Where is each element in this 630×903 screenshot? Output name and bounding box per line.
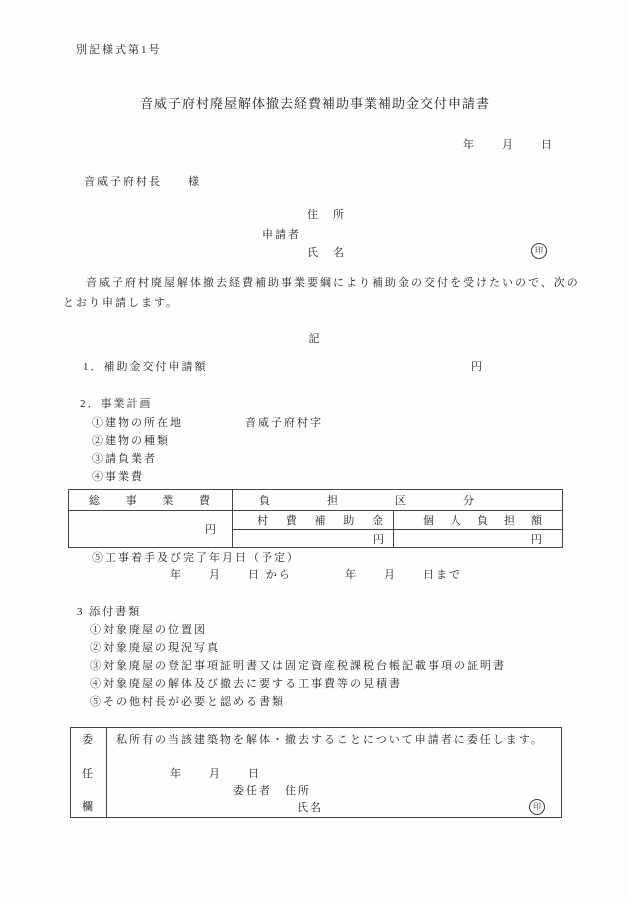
addressee: 音威子府村長 様 — [84, 176, 201, 188]
body-line-2: とおり申請します。 — [63, 297, 180, 309]
building-type-label: ②建物の種類 — [92, 435, 170, 447]
applicant-seal-icon: 印 — [531, 243, 547, 259]
record-mark: 記 — [308, 333, 322, 345]
delegation-date-line: 年 月 日 — [170, 768, 261, 780]
schedule-to: 年 月 日まで — [345, 569, 462, 581]
village-subsidy-unit: 円 — [233, 530, 394, 548]
delegation-column-char: 委 — [82, 734, 95, 746]
building-location-label: ①建物の所在地 — [92, 417, 183, 429]
attachment-item: ②対象廃屋の現況写真 — [90, 642, 220, 654]
delegation-statement: 私所有の当該建築物を解体・撤去することについて申請者に委任します。 — [116, 734, 544, 746]
delegator-seal-icon: 印 — [529, 799, 545, 815]
cost-table — [68, 489, 563, 548]
personal-burden-unit: 円 — [394, 530, 563, 548]
subsidy-amount-unit: 円 — [471, 361, 484, 373]
applicant-address-label: 住 所 — [307, 209, 346, 221]
burden-category-header: 負 担 区 分 — [233, 490, 563, 511]
delegator-name-label: 氏名 — [297, 802, 323, 814]
document-title: 音威子府村廃屋解体撤去経費補助事業補助金交付申請書 — [139, 96, 490, 111]
village-subsidy-header: 村 費 補 助 金 — [233, 511, 394, 530]
applicant-name-label: 氏 名 — [307, 247, 346, 259]
attachments-label: 3 添付書類 — [77, 606, 142, 618]
delegation-column-divider — [106, 728, 107, 817]
delegation-column-char: 任 — [82, 768, 95, 780]
schedule-label: ⑤工事着手及び完了年月日（予定） — [92, 552, 300, 564]
delegation-column-char: 欄 — [82, 801, 95, 813]
body-line-1: 音威子府村廃屋解体撤去経費補助事業要綱により補助金の交付を受けたいので、次の — [73, 277, 580, 289]
business-plan-label: 2．事業計画 — [80, 398, 153, 410]
delegator-address-label: 委任者 住所 — [233, 785, 311, 797]
schedule-from: 年 月 日 から — [170, 569, 292, 581]
attachment-item: ③対象廃屋の登記事項証明書又は固定資産税課税台帳記載事項の証明書 — [90, 660, 506, 672]
project-cost-label: ④事業費 — [92, 471, 144, 483]
building-location-value: 音威子府村字 — [245, 417, 323, 429]
date-line: 年 月 日 — [463, 139, 554, 151]
attachment-item: ④対象廃屋の解体及び撤去に要する工事費等の見積書 — [90, 678, 402, 690]
total-cost-header: 総 事 業 費 — [69, 490, 233, 511]
applicant-group-label: 申請者 — [262, 229, 301, 241]
contractor-label: ③請負業者 — [92, 453, 157, 465]
attachment-item: ①対象廃屋の位置図 — [90, 624, 207, 636]
form-number: 別記様式第1号 — [76, 44, 162, 56]
total-cost-unit: 円 — [69, 511, 233, 548]
subsidy-amount-label: 1．補助金交付申請額 — [83, 361, 208, 373]
delegation-box — [70, 727, 562, 818]
attachment-item: ⑤その他村長が必要と認める書類 — [90, 696, 285, 708]
personal-burden-header: 個 人 負 担 額 — [394, 511, 563, 530]
